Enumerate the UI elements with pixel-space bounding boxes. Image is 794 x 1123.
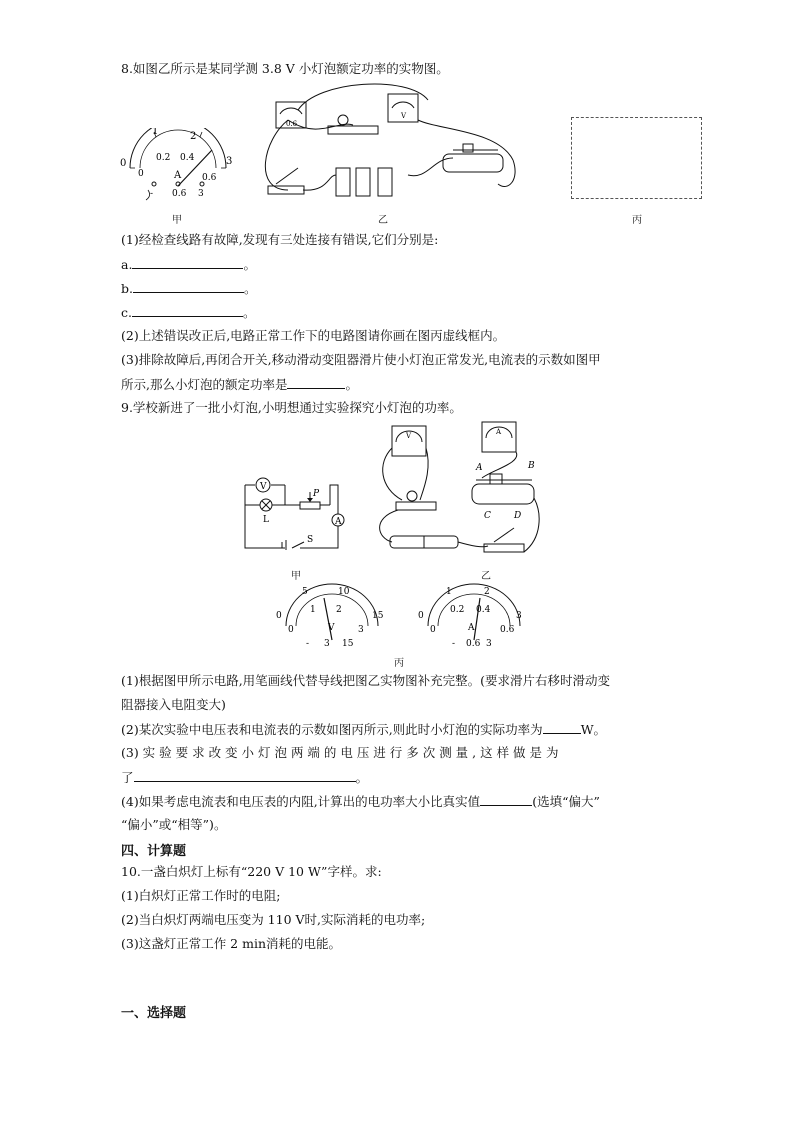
tick-b02: 0.2 — [156, 153, 171, 163]
q9-c-S: S — [307, 535, 314, 545]
tick-3: 3 — [226, 156, 233, 167]
q9-yi-A: A — [496, 428, 502, 436]
q8-yi-ammeter-label: 0.6 — [286, 120, 298, 128]
q8-p3b: 所示,那么小灯泡的额定功率是 — [121, 377, 288, 392]
a-t0: - — [452, 639, 456, 649]
q9-p4c: “偏小”或“相等”)。 — [121, 817, 227, 832]
tick-b0: 0 — [138, 169, 144, 179]
v-o15: 15 — [372, 611, 384, 621]
q8-end-b: 。 — [243, 281, 257, 296]
q8-yi-volt-label: V — [401, 112, 407, 120]
q9-c-A: A — [335, 517, 342, 527]
tick-2: 2 — [190, 131, 197, 142]
q10-stem: 10.一盏白炽灯上标有“220 V 10 W”字样。求: — [121, 864, 382, 879]
a-o3: 3 — [516, 611, 522, 621]
q8-end-c: 。 — [242, 305, 256, 320]
q9-physical-circuit — [372, 418, 552, 558]
q8-blank-b[interactable] — [133, 280, 244, 293]
a-unit: A — [468, 623, 475, 633]
q10-p1: (1)白炽灯正常工作时的电阻; — [121, 888, 281, 903]
q9-ammeter — [414, 582, 534, 652]
q9-p3-row — [121, 769, 368, 786]
q8-blank-a-row — [121, 256, 256, 273]
q8-p3c: 。 — [345, 377, 358, 392]
q8-p3b-row — [121, 376, 358, 393]
q9-rh-D: D — [514, 511, 522, 521]
q9-p4b: (选填“偏大” — [532, 794, 600, 809]
q8-blank-b-row — [121, 280, 257, 297]
a-b0: 0 — [430, 625, 436, 635]
a-b02: 0.2 — [450, 605, 465, 615]
q9-rh-A: A — [476, 463, 483, 473]
q9-caption-yi: 乙 — [481, 571, 491, 582]
q9-p2-row — [121, 721, 606, 738]
q8-blank-a[interactable] — [132, 256, 243, 269]
q9-voltmeter — [272, 582, 392, 652]
v-b1: 1 — [310, 605, 316, 615]
q9-caption-bing: 丙 — [394, 658, 404, 669]
a-t2: 3 — [486, 639, 492, 649]
v-unit: V — [328, 623, 335, 633]
q8-stem: 8.如图乙所示是某同学测 3.8 V 小灯泡额定功率的实物图。 — [121, 61, 449, 76]
v-t2: 15 — [342, 639, 354, 649]
tick-1: 1 — [152, 128, 159, 137]
q8-label-b: b. — [121, 281, 133, 296]
q9-p3b: 了 — [121, 770, 134, 785]
volt-needle — [324, 598, 332, 640]
v-t1: 3 — [324, 639, 330, 649]
q9-c-V: V — [260, 482, 267, 492]
q8-caption-jia: 甲 — [172, 215, 182, 226]
q9-blank-compare[interactable] — [480, 793, 532, 806]
a-b06: 0.6 — [500, 625, 515, 635]
tick-b04: 0.4 — [180, 153, 195, 163]
q8-p3a: (3)排除故障后,再闭合开关,移动滑动变阻器滑片使小灯泡正常发光,电流表的示数如图甲 — [121, 352, 601, 367]
a-o0: 0 — [418, 611, 424, 621]
q10-p3: (3)这盏灯正常工作 2 min消耗的电能。 — [121, 936, 342, 951]
q9-c-P: P — [313, 489, 320, 499]
q8-blank-c[interactable] — [132, 304, 243, 317]
q9-circuit-diagram — [240, 470, 350, 552]
q9-yi-V: V — [406, 432, 412, 440]
q9-p3c: 。 — [355, 770, 369, 785]
q9-p2b: W。 — [580, 722, 607, 737]
tick-b06: 0.6 — [202, 173, 217, 183]
q8-end-a: 。 — [243, 257, 256, 272]
q8-p1: (1)经检查线路有故障,发现有三处连接有错误,它们分别是: — [121, 232, 439, 247]
term-3: 3 — [198, 189, 204, 199]
q8-label-a: a. — [121, 257, 133, 272]
q9-stem: 9.学校新进了一批小灯泡,小明想通过实验探究小灯泡的功率。 — [121, 400, 462, 415]
q8-caption-yi: 乙 — [378, 215, 388, 226]
q8-drawing-box[interactable] — [571, 117, 702, 199]
v-5: 5 — [302, 587, 308, 597]
q9-p3a: (3) 实 验 要 求 改 变 小 灯 泡 两 端 的 电 压 进 行 多 次 测 量 , 这 样 做 是 为 — [121, 745, 559, 760]
q9-c-L: L — [263, 515, 269, 525]
q9-rh-B: B — [528, 461, 535, 471]
q9-p4a: (4)如果考虑电流表和电压表的内阻,计算出的电功率大小比真实值 — [121, 794, 481, 809]
q8-label-c: c. — [121, 305, 132, 320]
v-b3: 3 — [358, 625, 364, 635]
section-4-title: 四、计算题 — [121, 844, 187, 859]
q8-physical-circuit — [258, 80, 528, 208]
a-b04: 0.4 — [476, 605, 491, 615]
term-neg: - — [150, 189, 154, 199]
q8-blank-power[interactable] — [287, 376, 345, 389]
q9-p1a: (1)根据图甲所示电路,用笔画线代替导线把图乙实物图补充完整。(要求滑片右移时滑动变 — [121, 673, 611, 688]
v-b2: 2 — [336, 605, 342, 615]
q9-caption-jia: 甲 — [291, 571, 301, 582]
v-o0: 0 — [276, 611, 282, 621]
a-2: 2 — [484, 587, 490, 597]
section-1-title: 一、选择题 — [121, 1006, 187, 1021]
q8-p2: (2)上述错误改正后,电路正常工作下的电路图请你画在图丙虚线框内。 — [121, 328, 506, 343]
tick-0: 0 — [120, 158, 127, 169]
v-b0: 0 — [288, 625, 294, 635]
q8-caption-bing: 丙 — [632, 215, 642, 226]
a-1: 1 — [446, 587, 452, 597]
q8-blank-c-row — [121, 304, 256, 321]
q9-blank-power[interactable] — [543, 721, 581, 734]
v-t0: - — [306, 639, 310, 649]
a-t1: 0.6 — [466, 639, 481, 649]
q9-rh-C: C — [484, 511, 491, 521]
q10-p2: (2)当白炽灯两端电压变为 110 V时,实际消耗的电功率; — [121, 912, 426, 927]
q8-ammeter-figure — [118, 128, 238, 208]
ammeter-unit: A — [174, 170, 182, 181]
v-10: 10 — [338, 587, 350, 597]
term-06: 0.6 — [172, 189, 187, 199]
q9-p1b: 阻器接入电阻变大) — [121, 697, 226, 712]
q9-p4-row — [121, 793, 600, 810]
q9-blank-purpose[interactable] — [134, 769, 356, 782]
q9-p2a: (2)某次实验中电压表和电流表的示数如图丙所示,则此时小灯泡的实际功率为 — [121, 722, 543, 737]
